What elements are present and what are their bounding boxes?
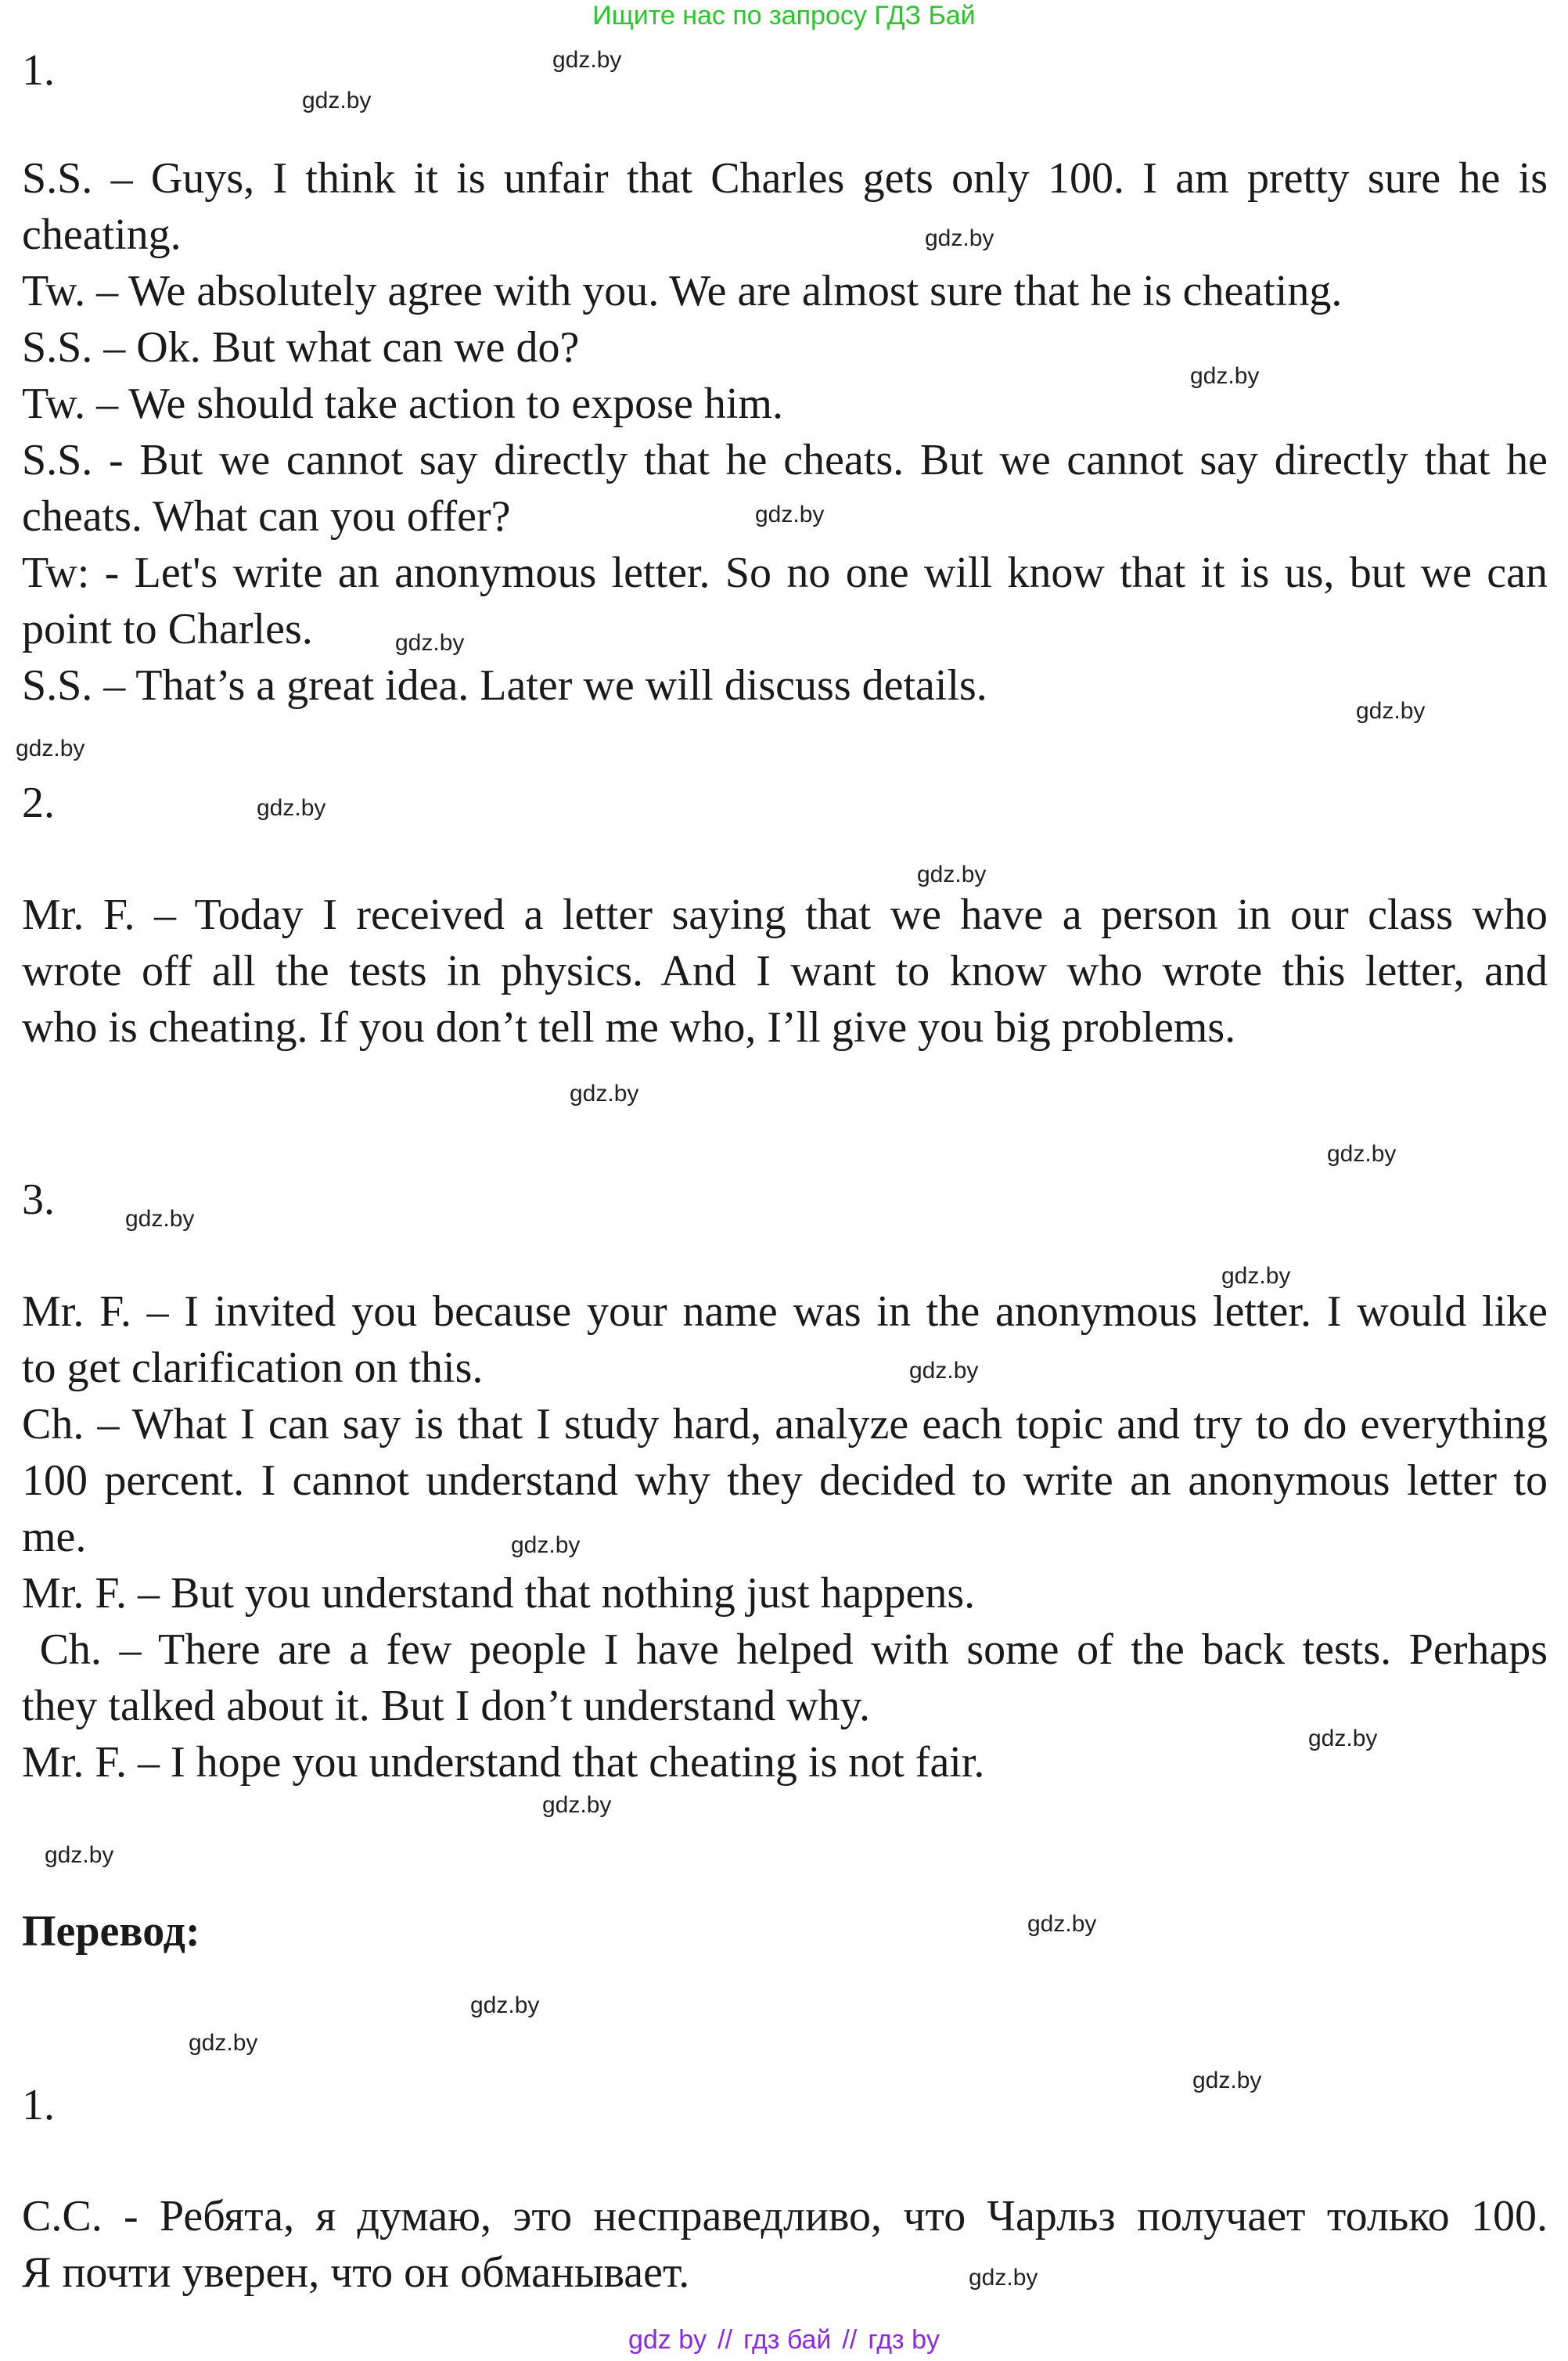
dialogue-line: S.S. – Ok. But what can we do? xyxy=(22,323,580,372)
dialogue-line: cheating. xyxy=(22,211,182,259)
watermark: gdz.by xyxy=(755,502,825,527)
watermark: gdz.by xyxy=(1221,1263,1291,1289)
dialogue-line: me. xyxy=(22,1513,87,1561)
dialogue-line: who is cheating. If you don’t tell me who, I’ll give you big problems. xyxy=(22,1003,1236,1052)
dialogue-line: S.S. – That’s a great idea. Later we will discuss details. xyxy=(22,661,987,710)
watermark: gdz.by xyxy=(302,88,372,113)
section-3-number: 3. xyxy=(22,1175,55,1224)
dialogue-line: Mr. F. – Today I received a letter saying that we have a person in our class who xyxy=(22,891,1548,939)
bottom-banner xyxy=(0,2324,1568,2356)
watermark: gdz.by xyxy=(1027,1911,1097,1937)
bottom-link-gdz-by[interactable]: gdz by xyxy=(628,2325,707,2355)
dialogue-line: Tw. – We absolutely agree with you. We are almost sure that he is cheating. xyxy=(22,267,1343,315)
separator: // xyxy=(717,2325,733,2355)
separator: // xyxy=(842,2325,858,2355)
dialogue-line: Tw. – We should take action to expose him. xyxy=(22,380,783,428)
watermark: gdz.by xyxy=(925,225,994,251)
watermark: gdz.by xyxy=(189,2030,258,2056)
watermark: gdz.by xyxy=(1327,1141,1397,1167)
watermark: gdz.by xyxy=(1190,363,1260,389)
watermark: gdz.by xyxy=(511,1532,581,1558)
section-1-number: 1. xyxy=(22,46,55,95)
watermark: gdz.by xyxy=(1308,1726,1378,1751)
bottom-link-gdz-bai[interactable]: гдз бай xyxy=(743,2325,832,2355)
watermark: gdz.by xyxy=(395,630,465,656)
watermark: gdz.by xyxy=(45,1842,114,1868)
watermark: gdz.by xyxy=(542,1792,612,1818)
dialogue-line: cheats. What can you offer? xyxy=(22,492,511,541)
watermark: gdz.by xyxy=(552,47,622,73)
watermark: gdz.by xyxy=(570,1081,639,1107)
dialogue-line: Ch. – There are a few people I have helped with some of the back tests. Perhaps xyxy=(22,1625,1548,1674)
watermark: gdz.by xyxy=(470,1992,540,2018)
translation-heading: Перевод: xyxy=(22,1907,200,1956)
watermark: gdz.by xyxy=(1356,698,1426,724)
watermark: gdz.by xyxy=(909,1358,979,1384)
dialogue-line: S.S. - But we cannot say directly that he cheats. But we cannot say directly that he xyxy=(22,436,1548,484)
watermark: gdz.by xyxy=(1192,2068,1262,2093)
dialogue-line: Ch. – What I can say is that I study hard, analyze each topic and try to do everything xyxy=(22,1400,1548,1449)
translation-number: 1. xyxy=(22,2081,55,2129)
dialogue-line: Mr. F. – But you understand that nothing just happens. xyxy=(22,1569,976,1618)
dialogue-line: Tw: - Let's write an anonymous letter. So no one will know that it is us, but we can xyxy=(22,549,1548,597)
dialogue-line: Mr. F. – I hope you understand that cheating is not fair. xyxy=(22,1738,985,1787)
dialogue-line: they talked about it. But I don’t understand why. xyxy=(22,1682,871,1730)
dialogue-line: Mr. F. – I invited you because your name was in the anonymous letter. I would like xyxy=(22,1287,1548,1336)
top-banner[interactable]: Ищите нас по запросу ГДЗ Бай xyxy=(592,1,976,31)
watermark: gdz.by xyxy=(917,862,987,887)
watermark: gdz.by xyxy=(16,736,85,761)
translation-line: С.С. - Ребята, я думаю, это несправедливо, что Чарльз получает только 100. xyxy=(22,2192,1548,2240)
dialogue-line: S.S. – Guys, I think it is unfair that Charles gets only 100. I am pretty sure he is xyxy=(22,154,1548,203)
watermark: gdz.by xyxy=(257,795,326,821)
dialogue-line: wrote off all the tests in physics. And I want to know who wrote this letter, and xyxy=(22,947,1548,995)
dialogue-line: 100 percent. I cannot understand why they decided to write an anonymous letter to xyxy=(22,1456,1548,1505)
dialogue-line: point to Charles. xyxy=(22,605,313,653)
watermark: gdz.by xyxy=(969,2265,1038,2291)
section-2-number: 2. xyxy=(22,779,55,827)
bottom-link-gdz-by-ru[interactable]: гдз by xyxy=(868,2325,940,2355)
dialogue-line: to get clarification on this. xyxy=(22,1344,484,1392)
watermark: gdz.by xyxy=(125,1206,195,1232)
translation-line: Я почти уверен, что он обманывает. xyxy=(22,2248,690,2297)
